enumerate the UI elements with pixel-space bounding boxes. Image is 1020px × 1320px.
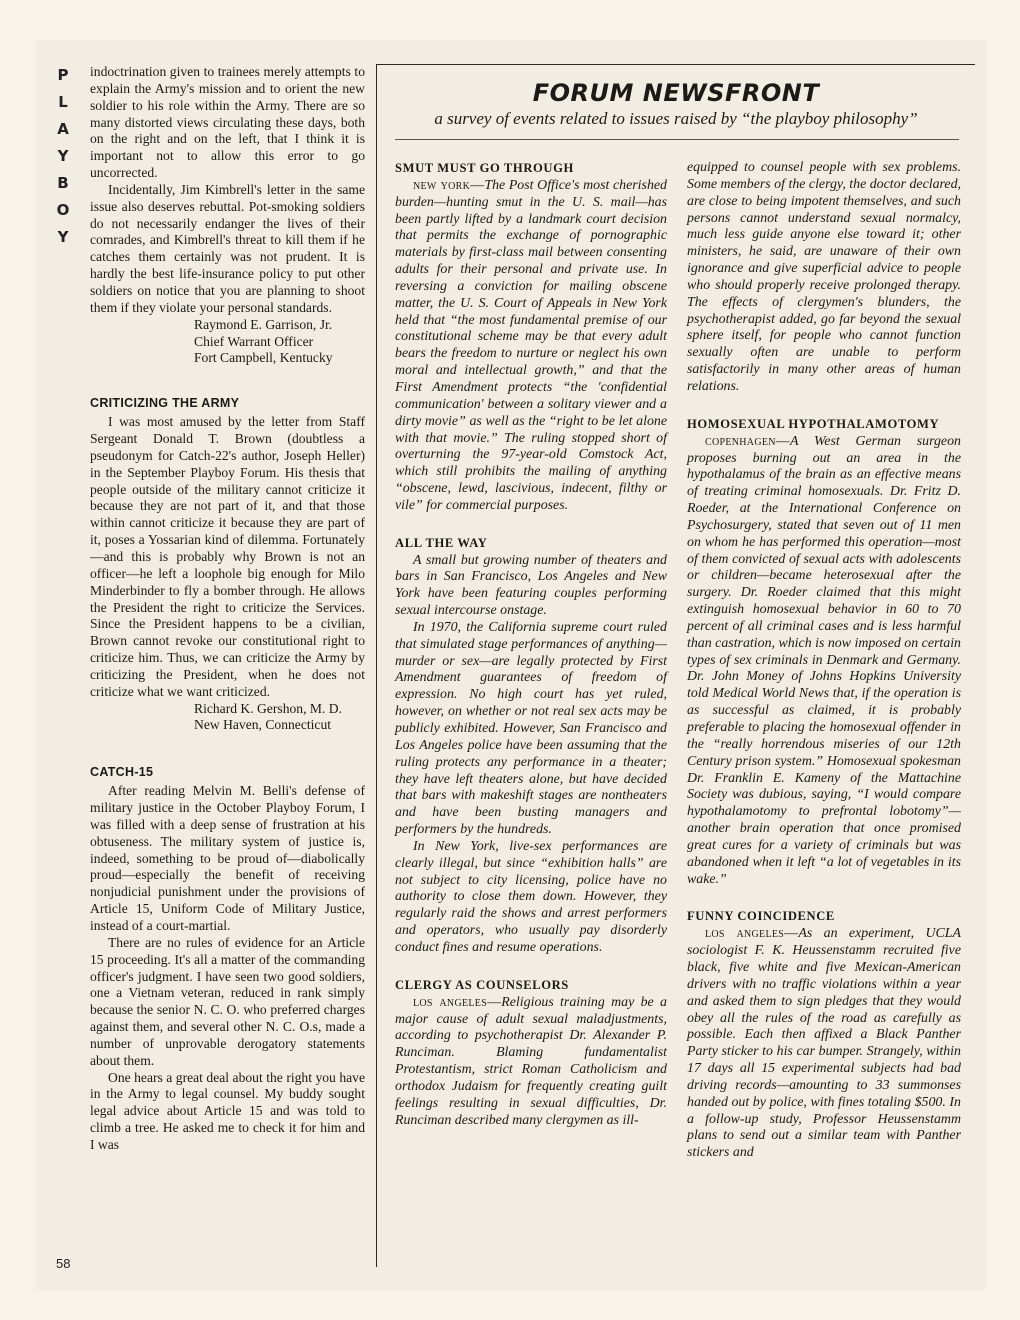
forum-newsfront-title: FORUM NEWSFRONT xyxy=(532,79,820,107)
newsfront-column-left xyxy=(395,160,667,1129)
signature-line: Fort Campbell, Kentucky xyxy=(194,350,333,366)
letter-paragraph: One hears a great deal about the right you have in the Army to legal counsel. My buddy sought legal advice about Article 15 and was told to climb a tree. He asked me to check it for him and I was xyxy=(90,1069,365,1152)
news-heading: FUNNY COINCIDENCE xyxy=(687,909,835,924)
letter-heading: CATCH-15 xyxy=(90,765,154,780)
letter-paragraph: indoctrination given to trainees merely attempts to explain the Army's mission and to orient the new soldier to his role within the Army. There are so many distorted views circulating these days, both on the right and on the left, that I think it is important not to allow this error to go uncorrected. xyxy=(90,64,365,181)
forum-newsfront-subtitle: a survey of events related to issues raised by “the playboy philosophy” xyxy=(434,109,918,128)
news-paragraph: equipped to counsel people with sex problems. Some members of the clergy, the doctor declared, are close to being impotent themselves, and such persons cannot understand sexual normalcy, much less guide anyone else toward it; other ministers, he said, are unaware of their own ignorance and give superficial advice to people who should properly receive prolonged therapy. The effects of clergymen's blunders, the psychotherapist added, go far beyond the sexual sphere itself, for people who cannot function sexually often are unable to perform satisfactorily in many other areas of human relations. xyxy=(687,160,962,394)
news-heading: CLERGY AS COUNSELORS xyxy=(395,977,569,992)
signature-line: New Haven, Connecticut xyxy=(194,717,332,733)
letters-column xyxy=(90,64,365,1154)
news-text: A West German surgeon proposes burning out an area in the hypothalamus of the brain as an effective means of treating criminal homosexuals. Dr. Fritz D. Roeder, at the International Conference on Psychosurgery, stated that seven out of 11 men on whom he has performed this operation—most of them convicted of sexual acts with adolescents or children—became heterosexual after the surgery. Dr. Roeder claimed that this might extinguish homosexual behavior in 60 to 70 percent of all criminal cases and is less harmful than castration, which is now imposed on certain types of sex criminals in Denmark and Germany. Dr. John Money of Johns Hopkins University told Medical World News that, if the operation is as successful as claimed, it is probably preferable to placing the homosexual offender in the “really horrendous miseries of our 12th Century prison system.” Homosexual spokesman Dr. Franklin E. Kameny of the Mattachine Society was dubious, saying, “I would compare hypothalamotomy to prefrontal lobotomy”—another brain operation that once promised great cures for a variety of criminals but was abandoned when it left “a lot of vegetables in its wake.” xyxy=(687,433,961,887)
signature-line: Chief Warrant Officer xyxy=(194,333,314,349)
news-paragraph: A small but growing number of theaters and bars in San Francisco, Los Angeles and New York have been featuring couples performing sexual intercourse onstage. xyxy=(395,552,667,619)
letter-paragraph: Incidentally, Jim Kimbrell's letter in the same issue also deserves rebuttal. Pot-smoking soldiers do not necessarily endanger the lives of their comrades, and Kimbrell's threat to kill them if he catches them certainly was not prudent. It is hardly the best life-insurance policy to put other soldiers on notice that you are planning to shoot them if they violate your personal standards. xyxy=(90,181,365,315)
masthead-letter: L xyxy=(58,93,68,111)
news-paragraph: In New York, live-sex performances are clearly illegal, but since “exhibition halls” are not subject to city licensing, police have no authority to close them down. However, they regularly raid the shows and arrest performers and operators, who usually pay disorderly conduct fines and resume operations. xyxy=(395,838,667,955)
news-text: The Post Office's most cherished burden—hunting smut in the U. S. mail—has been partly lifted by a landmark court decision that permits the exchange of pornographic materials by first-class mail between consenting adults for their personal and private use. In reversing a conviction for mailing obscene matter, the U. S. Court of Appeals in New York held that “the most fundamental premise of our constitutional scheme may be that every adult bears the freedom to nurture or neglect his own moral and intellectual growth,” and that the First Amendment protects “the 'confidential communication' between a solitary viewer and a dirty movie” as well as the “right to be let alone with that movie.” The ruling stopped short of overturning the 97-year-old Comstock Act, which still prohibits the mailing of anything “obscene, lewd, lascivious, indecent, filthy or vile” for commercial purposes. xyxy=(395,177,668,513)
masthead-letter: P xyxy=(57,66,69,84)
letter-signature xyxy=(90,317,365,368)
page-number: 58 xyxy=(56,1256,71,1271)
news-dateline: copenhagen— xyxy=(705,433,790,449)
letter-signature xyxy=(90,701,365,735)
news-dateline: los angeles— xyxy=(705,926,799,942)
letter-paragraph: There are no rules of evidence for an Article 15 proceeding. It's all a matter of the commanding officer's judgment. I have seen two good soldiers, one a Vietnam veteran, reduced in rank simply because the senior N. C. O. who preferred charges against them, and several other N. C. O.s, made a number of unprovable derogatory statements about them. xyxy=(90,934,365,1068)
news-dateline: los angeles— xyxy=(413,994,502,1010)
signature-line: Raymond E. Garrison, Jr. xyxy=(194,316,333,332)
title-divider xyxy=(395,139,959,140)
masthead-letter: Y xyxy=(57,147,69,165)
letter-paragraph: After reading Melvin M. Belli's defense of military justice in the October Playboy Forum, I was filled with a deep sense of frustration at his obtuseness. The military system of justice is, indeed, something to be proud of—diabolically proud—especially the benefit of receiving nonjudicial punishment under the provisions of Article 15, Uniform Code of Military Justice, instead of a court-martial. xyxy=(90,783,365,933)
news-heading: HOMOSEXUAL HYPOTHALAMOTOMY xyxy=(687,416,940,431)
playboy-vertical-masthead xyxy=(52,62,74,251)
masthead-letter: Y xyxy=(57,228,69,246)
news-heading: ALL THE WAY xyxy=(395,535,488,550)
masthead-letter: B xyxy=(57,174,69,192)
news-paragraph: In 1970, the California supreme court ruled that simulated stage performances of anything—murder or sex—are legally protected by First Amendment guarantees of freedom of expression. No high court has yet ruled, however, on whether or not real sex acts may be publicly exhibited. However, San Francisco and Los Angeles police have been assuming that the ruling protects any performance in a theater; they have left theaters alone, but have decided that bars with makeshift stages are nontheaters and have been busting managers and performers by the hundreds. xyxy=(395,619,667,838)
masthead-letter: A xyxy=(57,120,69,138)
news-text: As an experiment, UCLA sociologist F. K. Heussenstamm recruited five black, five white and five Mexican-American drivers with no traffic violations within a year and asked them to sign pledges that they would obey all the rules of the road as carefully as possible. Each then affixed a Black Panther Party sticker to his car bumper. Strangely, within 17 days all 15 experimental subjects had bad driving records—amounting to 33 summonses handed out by police, with fines totaling $500. In a follow-up study, Professor Heussenstamm plans to send out a similar team with Panther stickers and xyxy=(687,926,961,1161)
newsfront-column-right xyxy=(687,160,961,1162)
news-dateline: new york— xyxy=(413,177,485,193)
signature-line: Richard K. Gershon, M. D. xyxy=(194,700,342,716)
letter-heading: CRITICIZING THE ARMY xyxy=(90,396,240,411)
masthead-letter: O xyxy=(56,201,70,219)
news-text: Religious training may be a major cause of adult sexual maladjustments, according to psychotherapist Dr. Alexander P. Runciman. Blaming fundamentalist Protestantism, strict Roman Catholicism and orthodox Judaism for frequently creating guilt feelings resulting in sexual difficulties, Dr. Runciman described many clergymen as ill- xyxy=(395,994,667,1128)
letter-paragraph: I was most amused by the letter from Staff Sergeant Donald T. Brown (doubtless a pseudonym for Catch-22's author, Joseph Heller) in the September Playboy Forum. His thesis that people outside of the military cannot criticize it because they are not part of it, and that those within cannot criticize it because they are part of it, poses a Yossarian kind of dilemma. Fortunately—and this is probably why Brown is not an officer—he left a loophole big enough for Milo Minderbinder to fly a bomber through. He allows the President the right to criticize the Services. Since the President happens to be a civilian, Brown cannot revoke our constitutional right to criticize him. Thus, we can criticize the Army by criticizing the President, when he does not criticize what we want criticized. xyxy=(90,414,365,699)
news-heading: SMUT MUST GO THROUGH xyxy=(395,161,574,175)
